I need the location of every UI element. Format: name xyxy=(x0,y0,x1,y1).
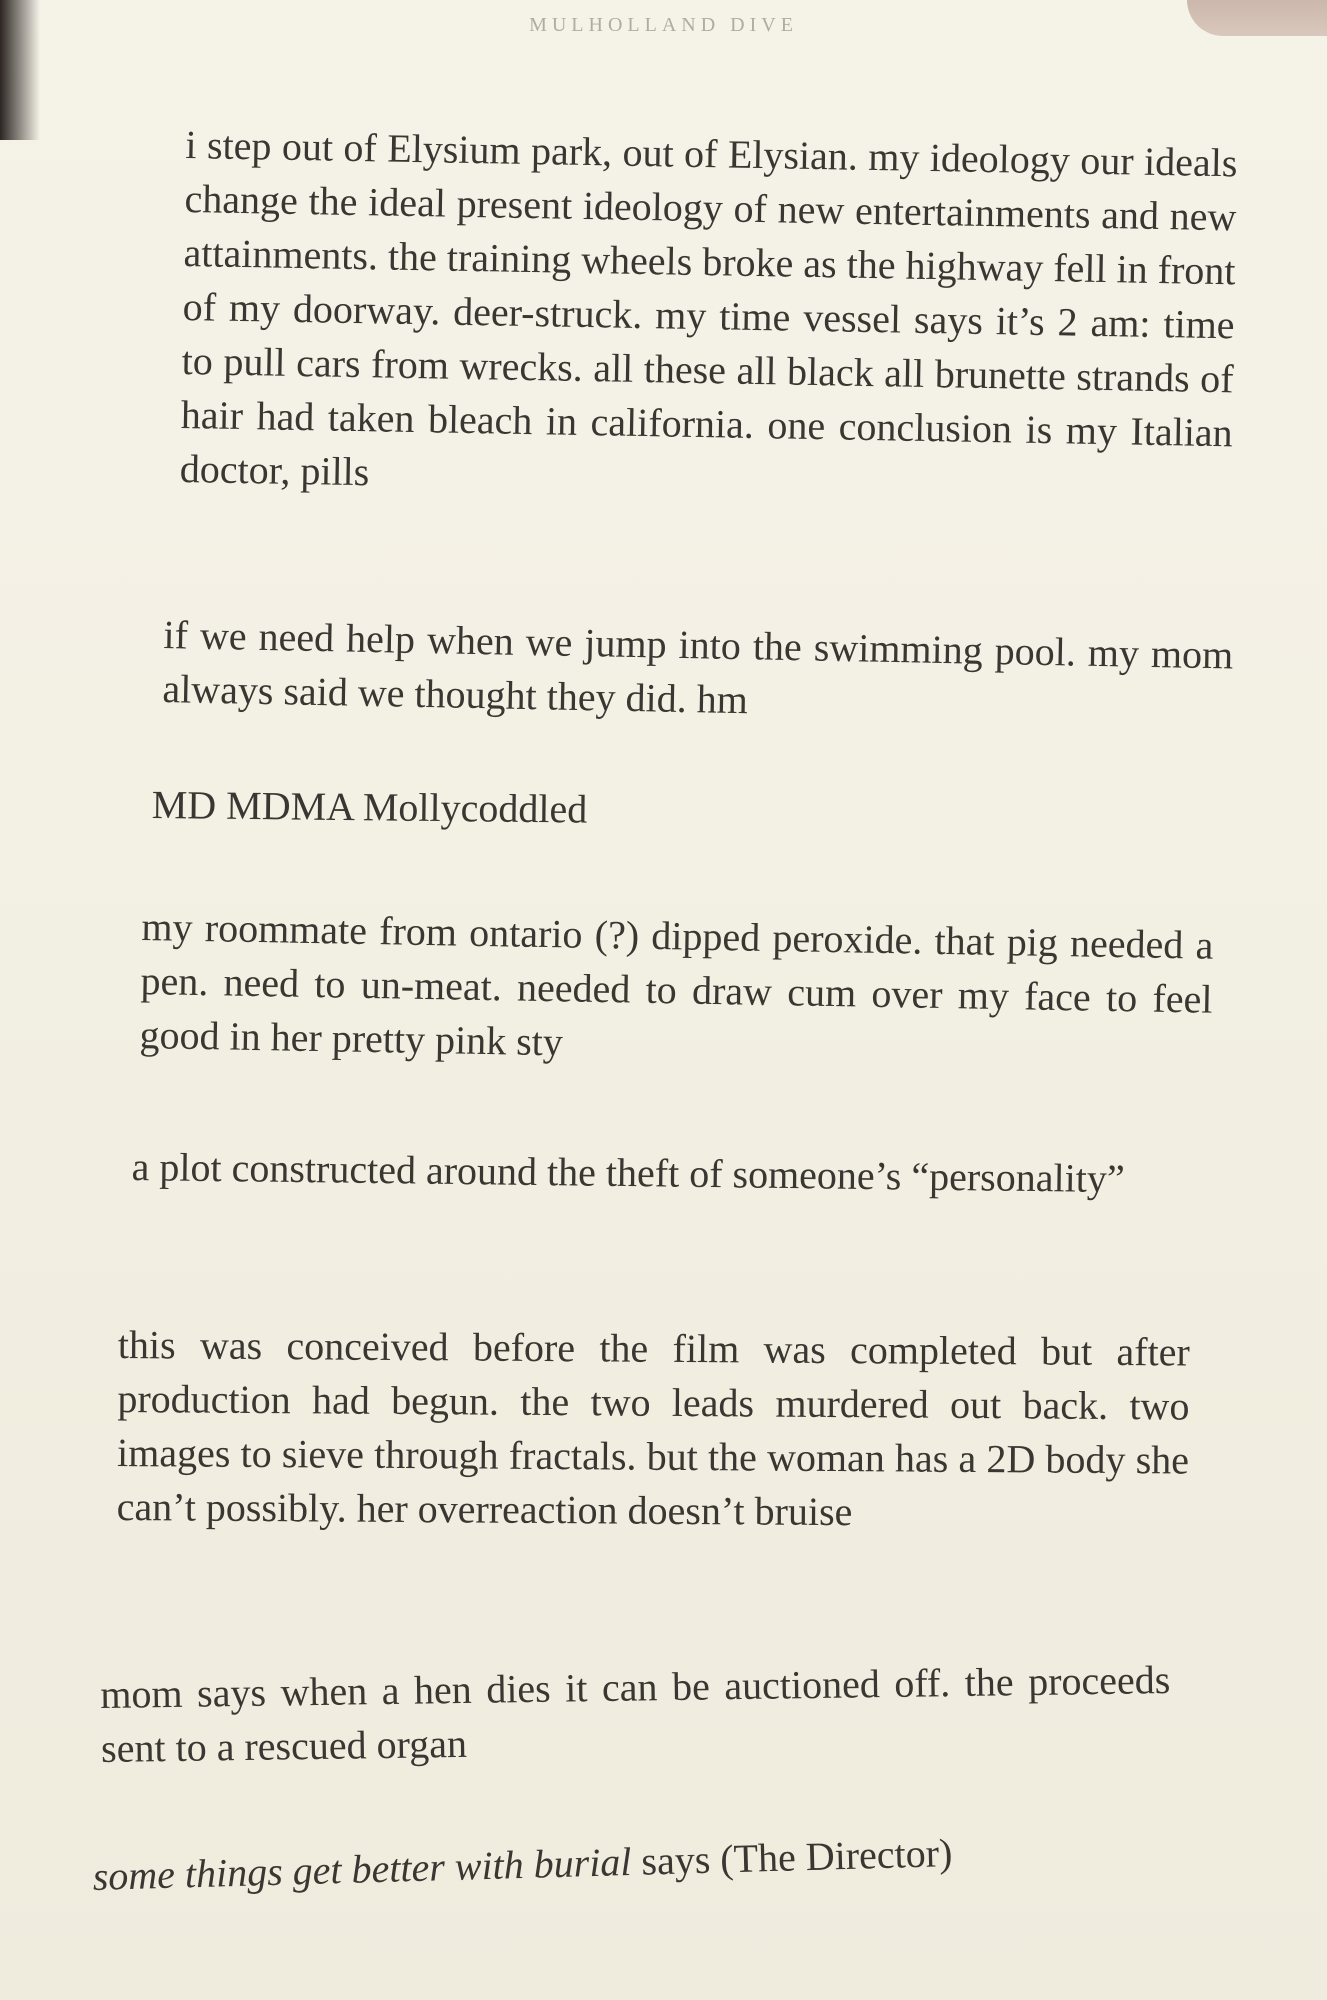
running-head: MULHOLLAND DIVE xyxy=(529,14,798,36)
stanza-6: this was conceived before the film was completed but after production had begun. the two leads murdered out back. two images to sieve through fractals. but the woman has a 2D body she can’t possibly. her overreaction doesn’t bruise xyxy=(116,1321,1190,1535)
stanza-4: my roommate from ontario (?) dipped peroxide. that pig needed a pen. need to un-meat. needed to draw cum over my face to feel good in her pretty pink sty xyxy=(139,903,1214,1065)
stanza-8-italic-quote: some things get better with burial xyxy=(92,1838,633,1899)
stanza-2: if we need help when we jump into the swimming pool. my mom always said we thought they did. hm xyxy=(162,611,1234,723)
stanza-3: MD MDMA Mollycoddled xyxy=(151,781,588,832)
stanza-7: mom says when a hen dies it can be auctioned off. the proceeds sent to a rescued organ xyxy=(100,1657,1171,1771)
stanza-8-attribution: says (The Director) xyxy=(630,1829,953,1884)
stanza-5: a plot constructed around the theft of someone’s “personality” xyxy=(131,1143,1125,1202)
stanza-1: i step out of Elysium park, out of Elysian. my ideology our ideals change the ideal present ideology of new entertainments and new attainments. the training wheels broke as the highway fell in front of my doorway. deer-struck. my time vessel says it’s 2 am: time to pull cars from wrecks. all these all black all brunette strands of hair had taken bleach in california. one conclusion is my Italian doctor, pills xyxy=(179,121,1238,495)
stanza-8 xyxy=(92,1820,1153,1904)
